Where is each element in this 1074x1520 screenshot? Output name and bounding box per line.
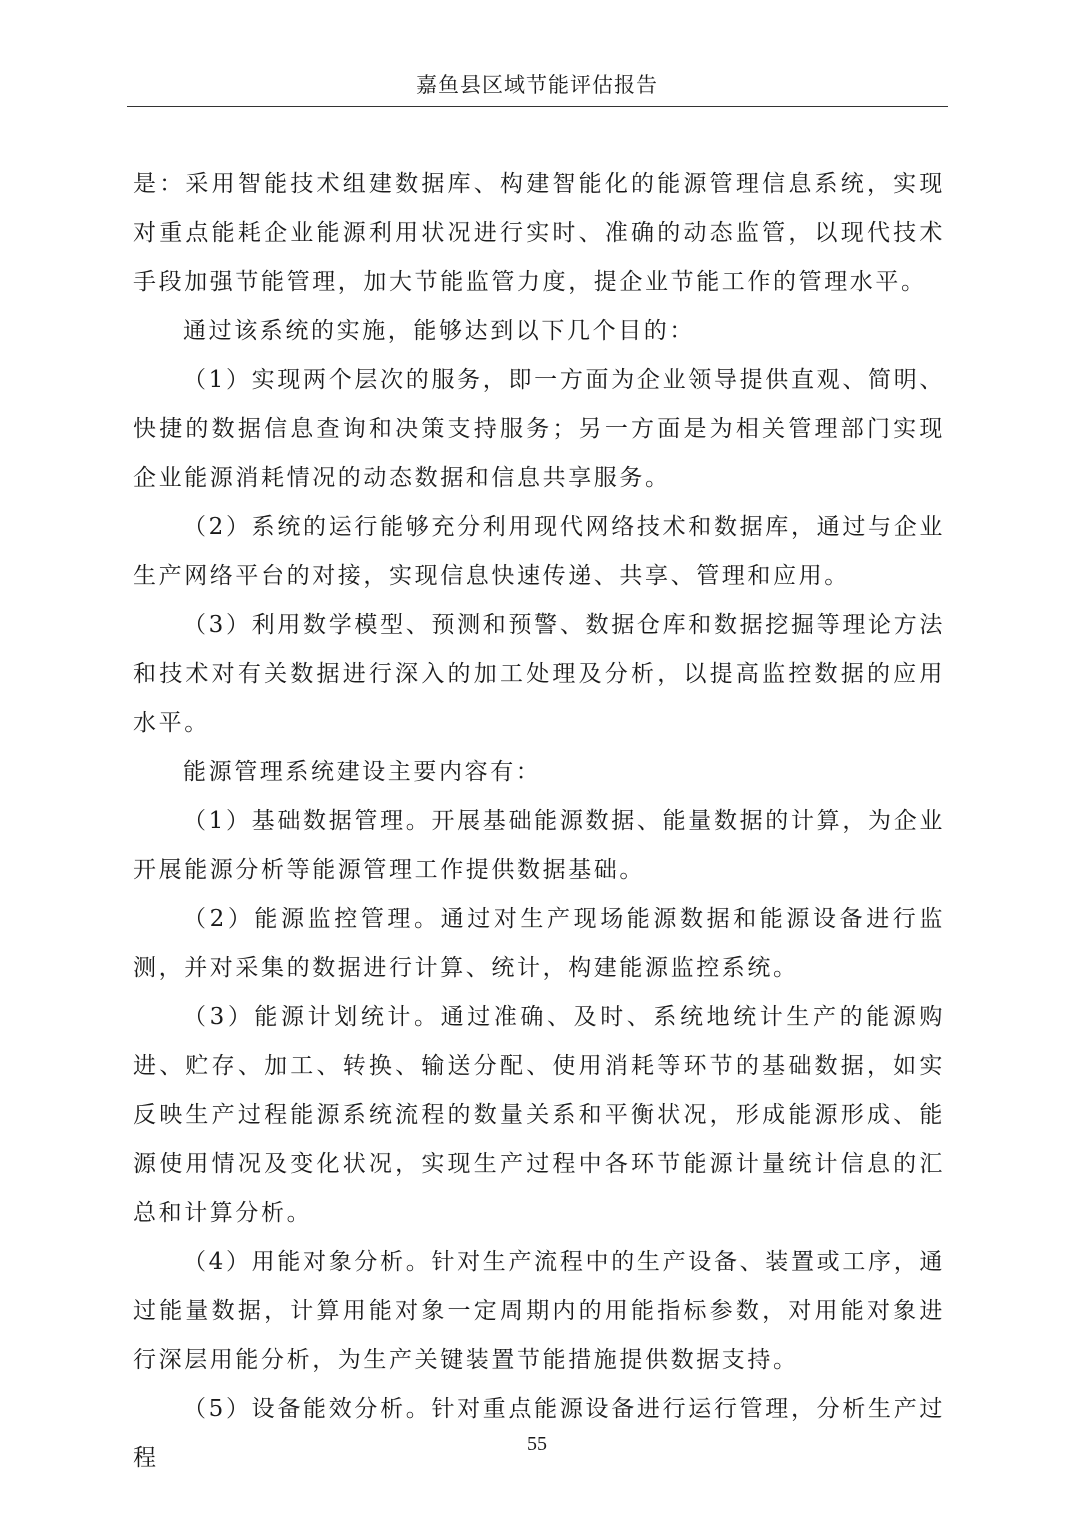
paragraph-content-1: （1）基础数据管理。开展基础能源数据、能量数据的计算，为企业开展能源分析等能源管理工作提供数据基础。 [133,808,945,883]
body-text [133,160,945,1483]
paragraph-content-5: （5）设备能效分析。针对重点能源设备进行运行管理，分析生产过程 [133,1396,945,1471]
paragraph-goals-intro: 通过该系统的实施，能够达到以下几个目的： [183,318,695,344]
paragraph-content-2: （2）能源监控管理。通过对生产现场能源数据和能源设备进行监测，并对采集的数据进行计算、统计，构建能源监控系统。 [133,906,945,981]
paragraph-continuation: 是：采用智能技术组建数据库、构建智能化的能源管理信息系统，实现对重点能耗企业能源利用状况进行实时、准确的动态监管，以现代技术手段加强节能管理，加大节能监管力度，提企业节能工作的管理水平。 [133,171,945,295]
paragraph-goal-1: （1）实现两个层次的服务，即一方面为企业领导提供直观、简明、快捷的数据信息查询和决策支持服务；另一方面是为相关管理部门实现企业能源消耗情况的动态数据和信息共享服务。 [133,367,945,491]
paragraph-goal-3: （3）利用数学模型、预测和预警、数据仓库和数据挖掘等理论方法和技术对有关数据进行深入的加工处理及分析，以提高监控数据的应用水平。 [133,612,945,736]
paragraph-goal-2: （2）系统的运行能够充分利用现代网络技术和数据库，通过与企业生产网络平台的对接，实现信息快速传递、共享、管理和应用。 [133,514,945,589]
page-number: 55 [527,1433,547,1455]
paragraph-content-4: （4）用能对象分析。针对生产流程中的生产设备、装置或工序，通过能量数据，计算用能对象一定周期内的用能指标参数，对用能对象进行深层用能分析，为生产关键装置节能措施提供数据支持。 [133,1249,945,1373]
paragraph-content-3: （3）能源计划统计。通过准确、及时、系统地统计生产的能源购进、贮存、加工、转换、输送分配、使用消耗等环节的基础数据，如实反映生产过程能源系统流程的数量关系和平衡状况，形成能源形成、能源使用情况及变化状况，实现生产过程中各环节能源计量统计信息的汇总和计算分析。 [133,1004,945,1226]
running-header-title: 嘉鱼县区域节能评估报告 [416,73,658,97]
paragraph-content-intro: 能源管理系统建设主要内容有： [183,759,542,785]
header-divider [127,106,948,107]
